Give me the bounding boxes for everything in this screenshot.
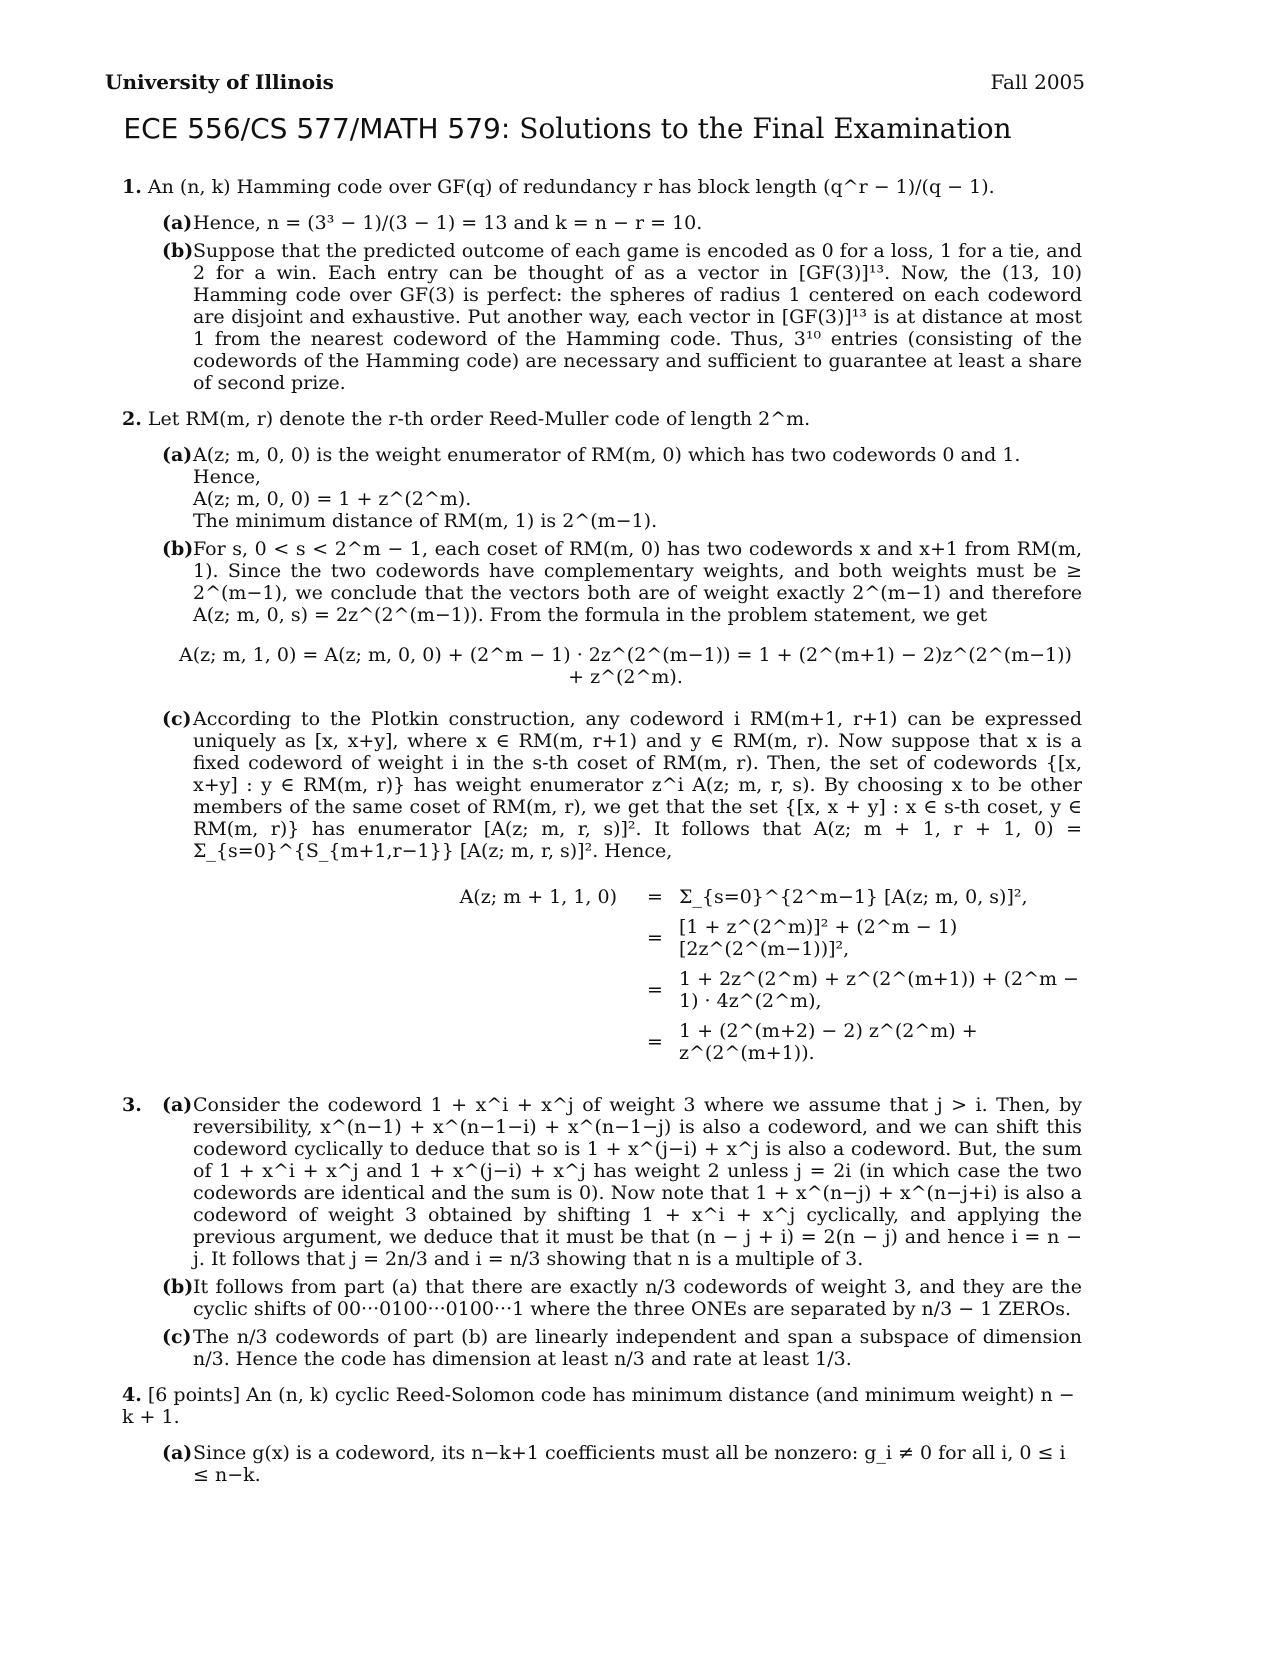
page-title — [0, 112, 1135, 145]
equation-rhs: 1 + 2z^(2^m) + z^(2^(m+1)) + (2^m − 1) · 4z^(2^m), — [679, 968, 1079, 1012]
title-text: Solutions to the Final Examination — [519, 112, 1012, 145]
problem-4 — [122, 1384, 1082, 1486]
part-text: Since g(x) is a codeword, its n−k+1 coefficients must all be nonzero: g_i ≠ 0 for all i, 0 ≤ i ≤ n−k. — [193, 1442, 1066, 1486]
problem-2a — [122, 444, 1082, 532]
problem-1a — [122, 212, 1082, 234]
part-label: (a) — [162, 1442, 193, 1464]
part-label: (c) — [162, 1326, 192, 1348]
part-text: Hence, n = (3³ − 1)/(3 − 1) = 13 and k = n − r = 10. — [193, 212, 703, 234]
term-label: Fall 2005 — [990, 70, 1085, 94]
equals-sign: = — [647, 886, 663, 908]
part-text: Consider the codeword 1 + x^i + x^j of weight 3 where we assume that j > i. Then, by reversibility, x^(n−1) + x^(n−1−i) + x^(n−1−j) is also a codeword, and we can shift this codeword cyclically to deduce that so is 1 + x^(j−i) + x^j is also a codeword. But, the sum of 1 + x^i + x^j and 1 + x^(j−i) + x^j has weight 2 unless j = 2i (in which case the two codewords are identical and the sum is 0). Now note that 1 + x^(n−j) + x^(n−j+i) is also a codeword of weight 3 obtained by shifting 1 + x^i + x^j cyclically, and applying the previous argument, we deduce that it must be that (n − j + i) = 2(n − j) and hence i = n − j. It follows that j = 2n/3 and i = n/3 showing that n is a multiple of 3. — [193, 1094, 1082, 1270]
problem-2b — [122, 538, 1082, 688]
equation-rhs: 1 + (2^(m+2) − 2) z^(2^m) + z^(2^(m+1)). — [679, 1020, 978, 1064]
problem-3b — [122, 1276, 1082, 1320]
equation-row — [377, 964, 1082, 1016]
problem-3c — [122, 1326, 1082, 1370]
part-text: The n/3 codewords of part (b) are linearly independent and span a subspace of dimension n/3. Hence the code has dimension at least n/3 and rate at least 1/3. — [193, 1326, 1082, 1370]
problem-intro: An (n, k) Hamming code over GF(q) of redundancy r has block length (q^r − 1)/(q − 1). — [147, 176, 995, 198]
part-text: A(z; m, 0, 0) = 1 + z^(2^m). — [193, 488, 472, 510]
part-text: It follows from part (a) that there are exactly n/3 codewords of weight 3, and they are the cyclic shifts of 00···0100···0100···1 where the three ONEs are separated by n/3 − 1 ZEROs. — [193, 1276, 1082, 1320]
part-label: (b) — [162, 240, 194, 262]
part-label: (a) — [162, 1094, 193, 1116]
part-text: According to the Plotkin construction, any codeword i RM(m+1, r+1) can be expressed uniquely as [x, x+y], where x ∈ RM(m, r+1) and y ∈ RM(m, r). Now suppose that x is a fixed codeword of weight i in the s-th coset of RM(m, r). Then, the set of codewords {[x, x+y] : y ∈ RM(m, r)} has weight enumerator z^i A(z; m, r, s). By choosing x to be other members of the same coset of RM(m, r), we get that the set {[x, x + y] : x ∈ s-th coset, y ∈ RM(m, r)} has enumerator [A(z; m, r, s)]². It follows that A(z; m + 1, r + 1, 0) = Σ_{s=0}^{S_{m+1,r−1}} [A(z; m, r, s)]². Hence, — [193, 708, 1082, 862]
equation-array — [377, 882, 1082, 1068]
problem-2 — [122, 408, 1082, 1068]
institution-name: University of Illinois — [105, 70, 334, 94]
equals-sign: = — [647, 1031, 663, 1053]
problem-number: 4. — [122, 1384, 142, 1406]
part-label: (b) — [162, 1276, 194, 1298]
problem-4a — [122, 1442, 1082, 1486]
problem-3a — [122, 1094, 1082, 1270]
problem-number: 3. — [122, 1094, 142, 1116]
equals-sign: = — [647, 927, 663, 949]
problem-2c — [122, 708, 1082, 862]
problem-number: 1. — [122, 176, 142, 198]
problem-intro: Let RM(m, r) denote the r-th order Reed-Muller code of length 2^m. — [147, 408, 811, 430]
equation-row — [377, 882, 1082, 912]
equation-row — [377, 912, 1082, 964]
part-text: The minimum distance of RM(m, 1) is 2^(m−1). — [193, 510, 658, 532]
equation-rhs: Σ_{s=0}^{2^m−1} [A(z; m, 0, s)]², — [679, 886, 1028, 908]
equation-row — [377, 1016, 1082, 1068]
equation-lhs: A(z; m + 1, 1, 0) — [459, 886, 617, 908]
equals-sign: = — [647, 979, 663, 1001]
problem-1 — [122, 176, 1082, 394]
problem-1b — [122, 240, 1082, 394]
part-label: (a) — [162, 444, 193, 466]
problem-number: 2. — [122, 408, 142, 430]
course-code: ECE 556/CS 577/MATH 579: — [123, 112, 511, 145]
part-text: Suppose that the predicted outcome of each game is encoded as 0 for a loss, 1 for a tie, and 2 for a win. Each entry can be thought of as a vector in [GF(3)]¹³. Now, the (13, 10) Hamming code over GF(3) is perfect: the spheres of radius 1 centered on each codeword are disjoint and exhaustive. Put another way, each vector in [GF(3)]¹³ is at distance at most 1 from the nearest codeword of the Hamming code. Thus, 3¹⁰ entries (consisting of the codewords of the Hamming code) are necessary and sufficient to guarantee at least a share of second prize. — [193, 240, 1082, 394]
equation-rhs: [1 + z^(2^m)]² + (2^m − 1) [2z^(2^(m−1))]², — [679, 916, 958, 960]
part-label: (a) — [162, 212, 193, 234]
problem-3 — [122, 1094, 1082, 1370]
part-text: For s, 0 < s < 2^m − 1, each coset of RM(m, 0) has two codewords x and x+1 from RM(m, 1). Since the two codewords have complementary weights, and both weights must be ≥ 2^(m−1), we conclude that the vectors both are of weight exactly 2^(m−1) and therefore A(z; m, 0, s) = 2z^(2^(m−1)). From the formula in the problem statement, we get — [193, 538, 1082, 626]
problem-intro: [6 points] An (n, k) cyclic Reed-Solomon code has minimum distance (and minimum weight) n − k + 1. — [122, 1384, 1075, 1428]
solutions-body — [122, 176, 1082, 1486]
page-header — [105, 70, 1085, 98]
part-label: (b) — [162, 538, 194, 560]
display-equation: A(z; m, 1, 0) = A(z; m, 0, 0) + (2^m − 1) · 2z^(2^(m−1)) = 1 + (2^(m+1) − 2)z^(2^(m−1)) + z^(2^m). — [179, 644, 1072, 688]
part-label: (c) — [162, 708, 192, 730]
part-text: A(z; m, 0, 0) is the weight enumerator of RM(m, 0) which has two codewords 0 and 1. Hence, — [193, 444, 1021, 488]
